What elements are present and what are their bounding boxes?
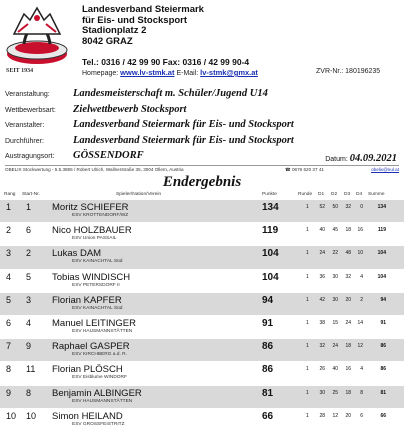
d2-cell: 12 [332,412,338,419]
info-label: Austragungsort: [5,153,55,160]
header-player: Spieler/Nation/Verein [116,192,162,197]
points-cell: 104 [262,271,279,283]
d4-cell: 6 [360,412,363,419]
org-line: 8042 GRAZ [82,35,133,47]
player-name: Nico HOLZBAUER [52,225,132,237]
d1-cell: 26 [319,366,325,373]
info-label: Veranstalter: [5,122,45,129]
table-row [0,270,404,293]
round-cell: 1 [306,366,309,373]
sum-cell: 86 [380,366,386,373]
info-row-event [5,88,399,104]
rank-cell: 6 [6,317,12,328]
player-name: Simon HEILAND [52,410,123,422]
sum-cell: 104 [377,273,386,280]
table-row [0,246,404,269]
rank-cell: 7 [6,341,12,352]
player-name: Florian PLÖSCH [52,364,123,376]
start-number-cell: 10 [26,410,37,421]
sum-cell: 66 [380,412,386,419]
points-cell: 94 [262,294,274,306]
round-cell: 1 [306,412,309,419]
info-label: Wettbewerbsart: [5,106,56,114]
player-name: Moritz SCHIEFER [52,202,129,213]
club-name: ESV GROSSFEISTRITZ [72,421,125,427]
round-cell: 1 [306,204,309,210]
d2-cell: 30 [332,296,338,303]
d2-cell: 40 [332,366,338,373]
d3-cell: 20 [345,412,351,419]
table-row [0,200,404,223]
club-name: ESV HAUSMANNSTÄTTEN [72,398,133,404]
d1-cell: 38 [319,319,325,326]
d4-cell: 16 [357,227,363,234]
sum-cell: 134 [377,204,386,210]
header-sum: Summe [368,192,385,197]
curling-stone-logo-icon [4,4,70,76]
results-table [0,200,404,432]
info-value: Landesmeisterschaft m. Schüler/Jugend U14 [73,88,268,99]
club-name: ESV Union PASSAIL [72,236,117,242]
org-line: Landesverband Steiermark [82,4,204,15]
d2-cell: 22 [332,250,338,257]
points-cell: 81 [262,387,274,399]
player-name: Tobias WINDISCH [52,271,131,283]
club-name: ESV KAINACHTAL Süd [72,305,123,311]
d3-cell: 20 [345,296,351,303]
d1-cell: 32 [319,343,325,350]
phone-text: 0676 620 37 41 [292,167,324,172]
start-number-cell: 3 [26,294,32,305]
points-cell: 119 [262,225,279,237]
d1-cell: 30 [319,389,325,396]
d3-cell: 18 [345,343,351,350]
contact-phone-fax: Tel.: 0316 / 42 99 90 Fax: 0316 / 42 99 90-4 [82,57,250,67]
page-title: Endergebnis [162,174,242,190]
rank-cell: 4 [6,271,12,282]
rank-cell: 8 [6,364,12,375]
d2-cell: 50 [332,204,338,210]
d2-cell: 15 [332,319,338,326]
start-number-cell: 5 [26,271,32,282]
d3-cell: 18 [345,227,351,234]
d4-cell: 14 [357,319,363,326]
table-header [0,192,404,200]
info-value: Landesverband Steiermark für Eis- und Stocksport [73,134,294,146]
player-name: Lukas DAM [52,248,102,260]
d1-cell: 40 [319,227,325,234]
d3-cell: 16 [345,366,351,373]
rank-cell: 1 [6,202,12,212]
d2-cell: 24 [332,343,338,350]
d4-cell: 4 [360,366,363,373]
round-cell: 1 [306,319,309,326]
club-name: ESV HAUSMANNSTÄTTEN [72,328,133,334]
d3-cell: 32 [345,273,351,280]
d3-cell: 32 [345,204,351,210]
round-cell: 1 [306,389,309,396]
web-row [82,68,381,77]
info-row-venue [5,150,399,166]
d1-cell: 36 [319,273,325,280]
club-name: ESV PETERSDORF II [72,282,120,288]
software-footline [5,167,399,172]
rank-cell: 5 [6,294,12,305]
letterhead [0,0,404,84]
d4-cell: 2 [360,296,363,303]
header-points: Punkte [262,192,277,197]
info-row-organizer [5,119,399,135]
round-cell: 1 [306,250,309,257]
info-value: Zielwettbewerb Stocksport [73,103,187,115]
player-name: Manuel LEITINGER [52,317,136,329]
d4-cell: 0 [360,204,363,210]
header-d4: D4 [356,192,363,197]
sum-cell: 91 [380,319,386,326]
start-number-cell: 2 [26,248,32,259]
player-name: Benjamin ALBINGER [52,387,142,399]
points-cell: 104 [262,248,279,260]
sum-cell: 81 [380,389,386,396]
info-label: Veranstaltung: [5,91,50,98]
logo-year: SEIT 1934 [6,68,34,74]
phone-number: ☎ 0676 620 37 41 [285,167,324,172]
d4-cell: 12 [357,343,363,350]
header-round: Runde [298,192,313,197]
info-value: GÖSSENDORF [73,150,144,161]
table-row [0,339,404,362]
rank-cell: 2 [6,225,12,236]
email-label: E-Mail: [176,70,199,77]
table-row [0,386,404,409]
header-d3: D3 [344,192,351,197]
start-number-cell: 1 [26,202,32,212]
points-cell: 86 [262,364,274,376]
sum-cell: 104 [377,250,386,257]
contact-email-link[interactable]: obelix@nul.at [371,167,399,172]
d2-cell: 25 [332,389,338,396]
d1-cell: 42 [319,296,325,303]
info-value: Landesverband Steiermark für Eis- und Stocksport [73,119,294,130]
sum-cell: 94 [380,296,386,303]
start-number-cell: 9 [26,341,32,352]
header-d1: D1 [318,192,325,197]
sum-cell: 119 [377,227,386,234]
org-line: Stadionplatz 2 [82,25,147,36]
homepage-link[interactable]: www.lv-stmk.at [120,68,175,77]
d1-cell: 24 [319,250,325,257]
club-name: ESV Eisblume WINDORF [72,375,127,381]
start-number-cell: 6 [26,225,32,236]
info-row-executor [5,135,399,151]
header-start: Start-Nr. [22,192,40,197]
table-row [0,223,404,246]
d4-cell: 4 [360,273,363,280]
info-row-type [5,104,399,120]
organization-address [82,5,204,47]
homepage-label: Homepage: [82,70,119,77]
header-d2: D2 [331,192,338,197]
points-cell: 91 [262,317,274,329]
d3-cell: 18 [345,389,351,396]
table-row [0,362,404,385]
round-cell: 1 [306,343,309,350]
club-name: ESV KAINACHTAL Süd [72,259,123,265]
round-cell: 1 [306,227,309,234]
start-number-cell: 11 [26,364,36,375]
points-cell: 86 [262,341,274,353]
date-label: Datum: [325,155,348,163]
sum-cell: 86 [380,343,386,350]
rank-cell: 10 [6,410,17,421]
org-line: für Eis- und Stocksport [82,14,188,26]
date-value: 04.09.2021 [349,152,397,164]
email-link[interactable]: lv-stmk@gmx.at [200,68,258,77]
start-number-cell: 8 [26,387,32,398]
table-row [0,293,404,316]
rank-cell: 3 [6,248,12,259]
rank-cell: 9 [6,387,12,398]
points-cell: 134 [262,202,279,213]
software-credit: OBELIX Stockwertung - 5.5.3895 / Robert Ulrich, Wallnerstraße 35, 3004 Ollern, Austria [5,167,184,172]
d3-cell: 48 [345,250,351,257]
d2-cell: 30 [332,273,338,280]
d3-cell: 24 [345,319,351,326]
round-cell: 1 [306,273,309,280]
club-name: ESV KIRCHBERG a.d. R. [72,352,127,358]
table-row [0,409,404,432]
points-cell: 66 [262,410,274,422]
round-cell: 1 [306,296,309,303]
player-name: Florian KAPFER [52,294,122,306]
info-label: Durchführer: [5,137,44,145]
event-info [5,88,399,166]
player-name: Raphael GASPER [52,341,130,353]
start-number-cell: 4 [26,317,32,328]
d1-cell: 52 [319,204,325,210]
header-rang: Rang [4,192,16,197]
club-name: ESV KROTTENDORF/WZ [72,213,129,218]
d4-cell: 10 [357,250,363,257]
zvr-number: ZVR-Nr.: 180196235 [316,68,381,75]
d2-cell: 45 [332,227,338,234]
date [325,153,397,164]
table-row [0,316,404,339]
d4-cell: 8 [360,389,363,396]
d1-cell: 28 [319,412,325,419]
